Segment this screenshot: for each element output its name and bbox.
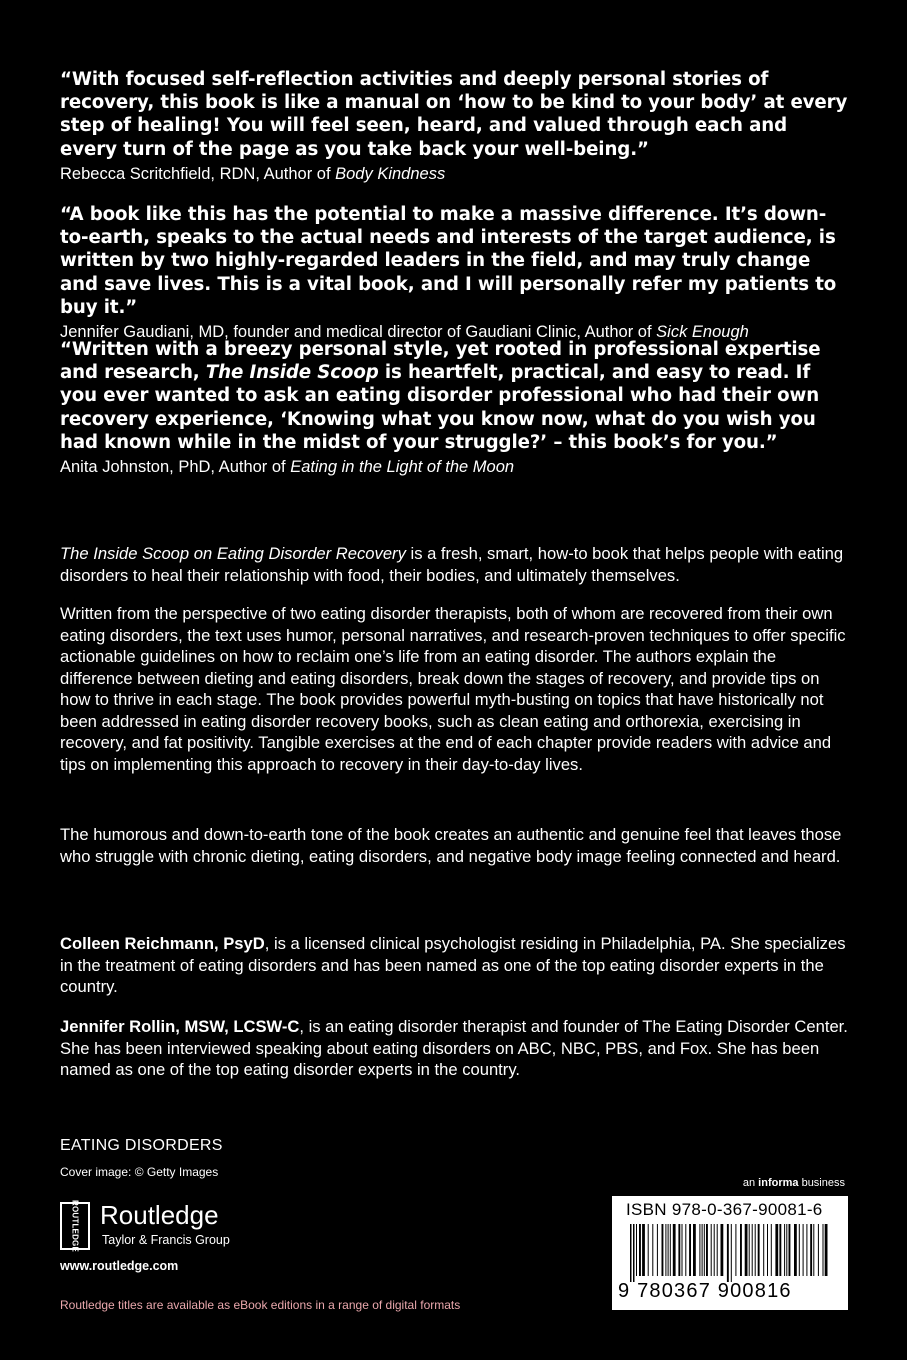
barcode-bar xyxy=(682,1224,683,1276)
barcode-bar xyxy=(673,1224,676,1276)
barcode-bar xyxy=(745,1224,748,1276)
barcode-bar xyxy=(706,1224,708,1276)
quote-1 xyxy=(60,68,850,185)
barcode-bar xyxy=(813,1224,814,1276)
barcode-bar xyxy=(771,1224,772,1276)
barcode-bar xyxy=(648,1224,649,1276)
quote-3 xyxy=(60,338,850,478)
barcode-bar xyxy=(633,1224,635,1282)
description-paragraph: The humorous and down-to-earth tone of the book creates an authentic and genuine feel that leaves those who struggle with chronic dieting, eating disorders, and negative body image feeling connected and heard. xyxy=(60,825,842,866)
barcode-bar xyxy=(652,1224,653,1276)
author-name: Colleen Reichmann, PsyD xyxy=(60,934,265,953)
barcode-bar xyxy=(731,1224,732,1282)
description-paragraph: Written from the perspective of two eating disorder therapists, both of whom are recovered from their own eating disorders, the text uses humor, personal narratives, and research-proven techniques to offer specific actionable guidelines on how to reclaim one’s life from an eating disorder. The authors explain the difference between dieting and eating disorders, break down the stages of recovery, and provide tips on how to thrive in each stage. The book provides powerful myth-busting on topics that have historically not been addressed in eating disorder recovery books, such as clean eating and orthorexia, exercising in recovery, and fat positivity. Tangible exercises at the end of each chapter provide readers with advice and tips on implementing this approach to recovery in their day-to-day lives. xyxy=(60,604,846,774)
barcode-bar xyxy=(823,1224,824,1276)
barcode-digits: 9 780367 900816 xyxy=(618,1280,792,1302)
barcode-bar xyxy=(755,1224,756,1276)
quote-text: “Written with a breezy personal style, yet rooted in professional expertise and research, The Inside Scoop is heartfelt, practical, and easy to read. If you ever wanted to ask an eating disorder professional who had their own recovery experience, ‘Knowing what you know now, what do you wish you had known while in the midst of your struggle?’ – this book’s for you.” xyxy=(60,339,821,453)
barcode-bar xyxy=(786,1224,787,1276)
barcode-bar xyxy=(685,1224,686,1276)
barcode-bar xyxy=(711,1224,712,1276)
quote-work: Eating in the Light of the Moon xyxy=(290,458,515,477)
quote-attribution: Rebecca Scritchfield, RDN, Author of Body Kindness xyxy=(60,164,446,183)
description-intro: The Inside Scoop on Eating Disorder Recovery is a fresh, smart, how-to book that helps people with eating disorders to heal their relationship with food, their bodies, and ultimately themselves. xyxy=(60,544,844,585)
quote-book-title: The Inside Scoop xyxy=(205,362,379,384)
barcode-bar xyxy=(689,1224,691,1276)
quote-text: “With focused self-reflection activities and deeply personal stories of recovery, this book is like a manual on ‘how to be kind to your body’ at every step of healing! You will feel seen, heard, and valued through each and every turn of the page as you take back your well-being.” xyxy=(60,69,848,160)
barcode-bar xyxy=(740,1224,742,1276)
barcode-bar xyxy=(806,1224,807,1276)
barcode-bar xyxy=(699,1224,700,1276)
routledge-mark-icon: ROUTLEDGE xyxy=(60,1202,90,1250)
ebook-note: Routledge titles are available as eBook editions in a range of digital formats xyxy=(60,1298,461,1312)
barcode-bar xyxy=(693,1224,696,1276)
quote-work: Sick Enough xyxy=(656,323,749,342)
barcode-bar xyxy=(789,1224,791,1276)
barcode-bar xyxy=(630,1224,632,1282)
quote-attribution: Anita Johnston, PhD, Author of Eating in the Light of the Moon xyxy=(60,458,515,477)
publisher-group: Taylor & Francis Group xyxy=(102,1233,230,1247)
barcode-bar xyxy=(749,1224,750,1276)
publisher-name: Routledge xyxy=(100,1200,219,1230)
author-bio: Colleen Reichmann, PsyD, is a licensed clinical psychologist residing in Philadelphia, PA. She specializes in the treatment of eating disorders and has been named as one of the top eating disorder experts in the country. xyxy=(60,934,846,996)
barcode-bar xyxy=(639,1224,641,1276)
barcode-bar xyxy=(678,1224,680,1276)
quote-work: Body Kindness xyxy=(335,164,446,183)
barcode-bar xyxy=(775,1224,778,1276)
barcode-icon xyxy=(630,1224,832,1282)
barcode-bar xyxy=(784,1224,785,1276)
barcode-bar xyxy=(642,1224,645,1276)
barcode-bar xyxy=(657,1224,658,1276)
barcode-bar xyxy=(825,1224,828,1276)
quote-2 xyxy=(60,203,850,343)
barcode-bar xyxy=(714,1224,715,1276)
quote-attribution: Jennifer Gaudiani, MD, founder and medical director of Gaudiani Clinic, Author of Sick Enough xyxy=(60,323,749,342)
barcode-bar xyxy=(767,1224,768,1276)
barcode-bar xyxy=(799,1224,800,1276)
barcode-bar xyxy=(662,1224,664,1276)
barcode-bar xyxy=(702,1224,703,1276)
informa-tagline: an informa business xyxy=(742,1177,845,1189)
quote-text: “A book like this has the potential to make a massive difference. It’s down-to-earth, speaks to the actual needs and interests of the target audience, is written by two highly-regarded leaders in the field, and may truly change and save lives. This is a vital book, and I will personally refer my patients to buy it.” xyxy=(60,204,837,318)
author-name: Jennifer Rollin, MSW, LCSW-C xyxy=(60,1017,300,1036)
barcode-bar xyxy=(721,1224,724,1276)
publisher-website[interactable]: www.routledge.com xyxy=(60,1259,179,1273)
isbn-number: ISBN 978-0-367-90081-6 xyxy=(626,1200,823,1219)
barcode-bar xyxy=(670,1224,671,1276)
barcode-bar xyxy=(758,1224,760,1276)
barcode-bar xyxy=(794,1224,797,1276)
barcode-bar xyxy=(668,1224,669,1276)
barcode-bar xyxy=(717,1224,718,1276)
barcode-bar xyxy=(779,1224,781,1276)
barcode-bar xyxy=(818,1224,819,1276)
isbn-barcode xyxy=(612,1196,848,1310)
barcode-bar xyxy=(665,1224,666,1276)
barcode-bar xyxy=(803,1224,804,1276)
barcode-bar xyxy=(735,1224,736,1276)
routledge-logo xyxy=(60,1200,280,1252)
cover-credit: Cover image: © Getty Images xyxy=(60,1165,219,1179)
author-bio: Jennifer Rollin, MSW, LCSW-C, is an eating disorder therapist and founder of The Eating Disorder Center. She has been interviewed speaking about eating disorders on ABC, NBC, PBS, and Fox. She has been named as one of the top eating disorder experts in the country. xyxy=(60,1017,848,1079)
barcode-bar xyxy=(727,1224,729,1282)
barcode-bar xyxy=(704,1224,705,1276)
barcode-bar xyxy=(752,1224,753,1276)
barcode-bar xyxy=(810,1224,812,1276)
category-label: EATING DISORDERS xyxy=(60,1137,223,1154)
barcode-bar xyxy=(763,1224,764,1276)
barcode-bar xyxy=(636,1224,637,1276)
book-title: The Inside Scoop on Eating Disorder Recovery xyxy=(60,544,406,563)
